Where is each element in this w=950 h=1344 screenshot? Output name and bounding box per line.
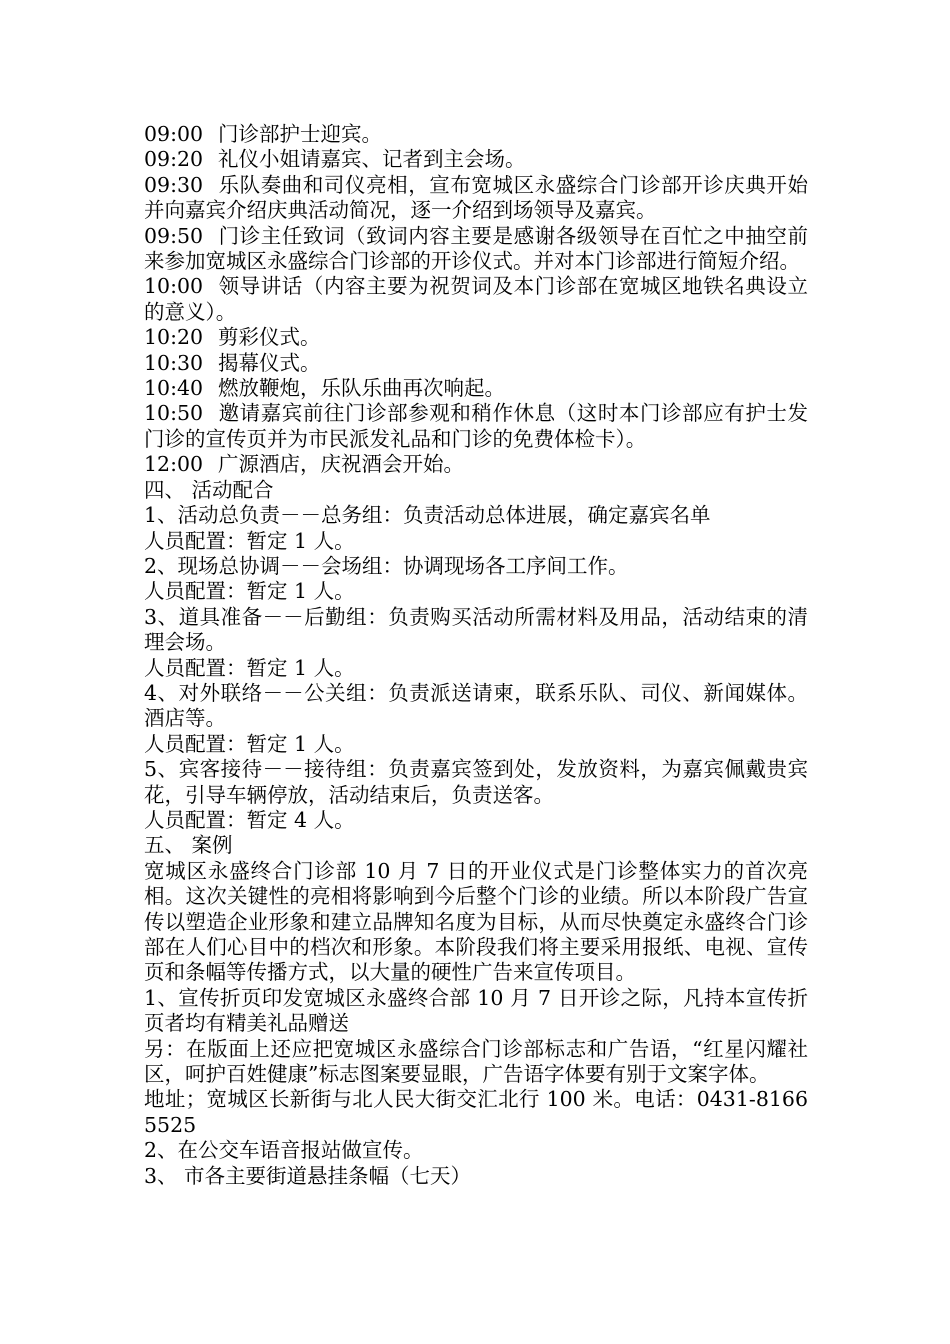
paragraph: 2、现场总协调－－会场组：协调现场各工序间工作。 [144,553,629,578]
schedule-text: 广源酒店，庆祝酒会开始。 [218,452,464,477]
paragraph: 人员配置：暂定 1 人。 [144,528,355,553]
section-heading: 四、 活动配合 [144,477,274,502]
schedule-item [144,452,808,477]
schedule-text: 揭幕仪式。 [218,350,321,375]
schedule-text: 乐队奏曲和司仪亮相，宣布宽城区永盛综合门诊部开诊庆典开始并向嘉宾介绍庆典活动简况，逐一介绍到场领导及嘉宾。 [144,172,808,223]
paragraph: 人员配置：暂定 4 人。 [144,807,355,832]
schedule-text: 领导讲话（内容主要为祝贺词及本门诊部在宽城区地铁名典设立的意义）。 [144,274,808,324]
schedule-text: 门诊主任致词（致词内容主要是感谢各级领导在百忙之中抽空前来参加宽城区永盛综合门诊部的开诊仪式。并对本门诊部进行简短介绍。 [144,223,808,274]
section-heading: 五、 案例 [144,833,233,858]
section-activity-coordination [144,478,808,834]
paragraph: 2、在公交车语音报站做宣传。 [144,1138,424,1163]
paragraph: 人员配置：暂定 1 人。 [144,655,355,680]
paragraph: 5、宾客接待－－接待组：负责嘉宾签到处，发放资料，为嘉宾佩戴贵宾花，引导车辆停放，活动结束后，负责送客。 [144,757,808,807]
document-page [144,122,808,1189]
schedule-item [144,122,808,147]
schedule-item [144,173,808,224]
paragraph: 宽城区永盛终合门诊部 10 月 7 日的开业仪式是门诊整体实力的首次亮相。这次关键性的亮相将影响到今后整个门诊的业绩。所以本阶段广告宣传以塑造企业形象和建立品牌知名度为目标，从而尽快奠定永盛终合门诊部在人们心目中的档次和形象。本阶段我们将主要采用报纸、电视、宣传页和条幅等传播方式，以大量的硬性广告来宣传项目。 [144,858,808,985]
paragraph: 4、对外联络－－公关组：负责派送请柬，联系乐队、司仪、新闻媒体。酒店等。 [144,680,808,731]
schedule-time: 10:20 [144,325,204,350]
paragraph: 地址；宽城区长新街与北人民大街交汇北行 100 米。电话：0431-81665525 [144,1087,808,1137]
paragraph: 人员配置：暂定 1 人。 [144,579,355,604]
schedule-time: 10:00 [144,274,204,299]
schedule-item [144,351,808,376]
paragraph: 3、 市各主要街道悬挂条幅（七天） [144,1163,472,1188]
schedule-time: 09:50 [144,223,204,248]
schedule-text: 礼仪小姐请嘉宾、记者到主会场。 [218,147,526,172]
schedule-item [144,401,808,452]
schedule-time: 10:50 [144,401,204,426]
paragraph: 另：在版面上还应把宽城区永盛综合门诊部标志和广告语，“红星闪耀社区，呵护百姓健康”标志图案要显眼，广告语字体要有别于文案字体。 [144,1036,808,1087]
schedule-text: 燃放鞭炮，乐队乐曲再次响起。 [218,376,505,401]
schedule-text: 邀请嘉宾前往门诊部参观和稍作休息（这时本门诊部应有护士发门诊的宣传页并为市民派发礼品和门诊的免费体检卡）。 [144,401,808,451]
paragraph: 1、活动总负责－－总务组：负责活动总体进展，确定嘉宾名单 [144,503,711,528]
schedule-item [144,224,808,275]
schedule-time: 10:30 [144,350,204,375]
schedule-time: 09:20 [144,147,204,172]
schedule-time: 09:00 [144,122,204,146]
paragraph: 3、道具准备－－后勤组：负责购买活动所需材料及用品，活动结束的清理会场。 [144,604,808,655]
schedule-item [144,325,808,350]
schedule-time: 10:40 [144,376,204,401]
paragraph: 人员配置：暂定 1 人。 [144,731,355,756]
schedule-text: 剪彩仪式。 [218,325,321,350]
schedule-time: 12:00 [144,452,204,477]
schedule-list [144,122,808,478]
schedule-time: 09:30 [144,172,204,197]
section-case [144,833,808,1189]
paragraph: 1、宣传折页印发宽城区永盛终合部 10 月 7 日开诊之际，凡持本宣传折页者均有精美礼品赠送 [144,985,808,1036]
schedule-item [144,147,808,172]
schedule-text: 门诊部护士迎宾。 [218,122,382,146]
schedule-item [144,274,808,325]
schedule-item [144,376,808,401]
